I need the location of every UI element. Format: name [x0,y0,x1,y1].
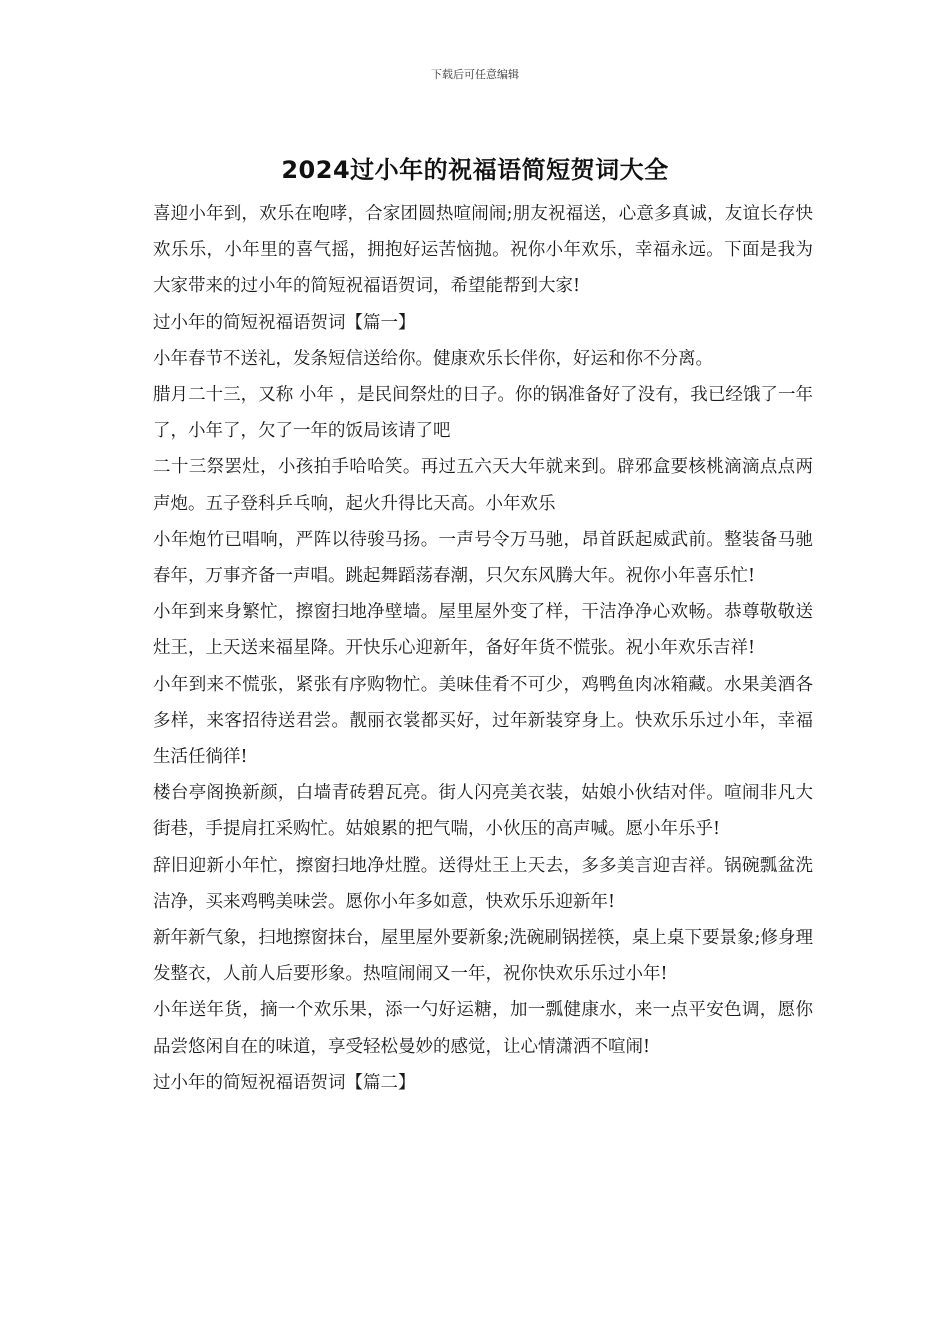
header-note: 下载后可任意编辑 [431,68,519,81]
section-heading-1: 过小年的简短祝福语贺词【篇一】 [153,312,416,333]
greeting-paragraph: 小年到来身繁忙，擦窗扫地净壁墙。屋里屋外变了样，干洁净净心欢畅。恭尊敬敬送灶王，上天送来福星降。开快乐心迎新年，备好年货不慌张。祝小年欢乐吉祥! [153,602,813,659]
document-title: 2024过小年的祝福语简短贺词大全 [281,156,669,184]
intro-paragraph: 喜迎小年到，欢乐在咆哮，合家团圆热喧闹闹;朋友祝福送，心意多真诚，友谊长存快欢乐乐，小年里的喜气摇，拥抱好运苦恼抛。祝你小年欢乐，幸福永远。下面是我为大家带来的过小年的简短祝福语贺词，希望能帮到大家! [153,204,813,297]
greeting-paragraph: 新年新气象，扫地擦窗抹台，屋里屋外要新象;洗碗刷锅搓筷，桌上桌下要景象;修身理发整衣，人前人后要形象。热喧闹闹又一年，祝你快欢乐乐过小年! [153,928,813,985]
greeting-paragraph: 二十三祭罢灶，小孩拍手哈哈笑。再过五六天大年就来到。辟邪盒要核桃滴滴点点两声炮。五子登科乒乓响，起火升得比天高。小年欢乐 [153,457,813,514]
document-body [145,196,813,1101]
section-heading-2: 过小年的简短祝福语贺词【篇二】 [153,1072,416,1093]
greeting-paragraph: 腊月二十三，又称 小年 ，是民间祭灶的日子。你的锅准备好了没有，我已经饿了一年了，小年了，欠了一年的饭局该请了吧 [153,385,813,442]
greeting-paragraph: 小年到来不慌张，紧张有序购物忙。美味佳肴不可少，鸡鸭鱼肉冰箱藏。水果美酒各多样，来客招待送君尝。靓丽衣裳都买好，过年新装穿身上。快欢乐乐过小年，幸福生活任徜徉! [153,674,813,768]
greeting-paragraph: 小年春节不送礼，发条短信送给你。健康欢乐长伴你，好运和你不分离。 [153,348,713,369]
greeting-paragraph: 小年炮竹已唱响，严阵以待骏马扬。一声号令万马驰，昂首跃起威武前。整装备马驰春年，万事齐备一声唱。跳起舞蹈荡春潮，只欠东风腾大年。祝你小年喜乐忙! [153,529,813,587]
greeting-paragraph: 辞旧迎新小年忙，擦窗扫地净灶膛。送得灶王上天去，多多美言迎吉祥。锅碗瓢盆洗洁净，买来鸡鸭美味尝。愿你小年多如意，快欢乐乐迎新年! [153,855,813,912]
greeting-paragraph: 小年送年货，摘一个欢乐果，添一勺好运糖，加一瓢健康水，来一点平安色调，愿你品尝悠闲自在的味道，享受轻松曼妙的感觉，让心情潇洒不喧闹! [153,1000,813,1057]
greeting-paragraph: 楼台亭阁换新颜，白墙青砖碧瓦亮。街人闪亮美衣装，姑娘小伙结对伴。喧闹非凡大街巷，手提肩扛采购忙。姑娘累的把气喘，小伙压的高声喊。愿小年乐乎! [153,783,813,840]
